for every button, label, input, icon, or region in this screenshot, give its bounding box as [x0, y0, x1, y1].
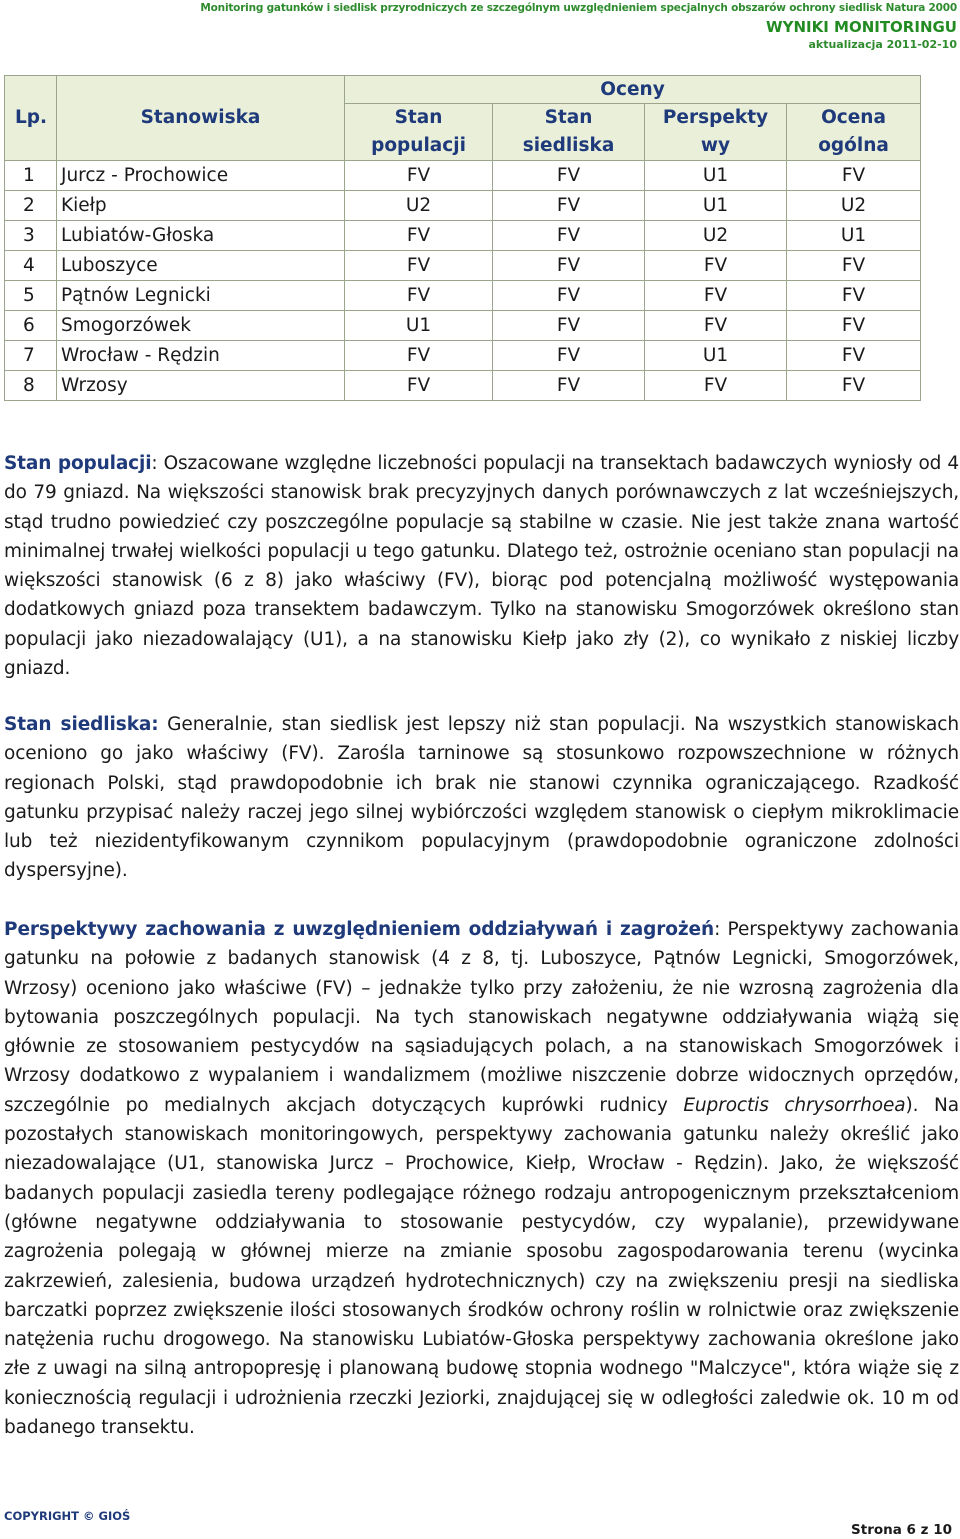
cell-stan-populacji: FV: [345, 371, 493, 401]
copyright-icon: ©: [83, 1509, 95, 1523]
cell-stanowisko: Kiełp: [57, 191, 345, 221]
cell-perspektywy: U1: [645, 161, 787, 191]
label-perspektywy: Perspektywy zachowania z uwzględnieniem oddziaływań i zagrożeń: [4, 919, 715, 940]
cell-perspektywy: FV: [645, 281, 787, 311]
header-stan-populacji: [345, 104, 493, 161]
cell-stan-populacji: FV: [345, 161, 493, 191]
cell-stanowisko: Wrzosy: [57, 371, 345, 401]
ratings-table: [4, 75, 921, 401]
header-ocena-ogolna-line1: Ocena: [821, 107, 886, 128]
header-stan-populacji-line1: Stan: [394, 107, 443, 128]
header-stan-populacji-line2: populacji: [371, 135, 466, 156]
header-perspektywy: [645, 104, 787, 161]
cell-perspektywy: U1: [645, 191, 787, 221]
header-ocena-ogolna-line2: ogólna: [818, 135, 889, 156]
cell-stan-siedliska: FV: [493, 371, 645, 401]
cell-stanowisko: Luboszyce: [57, 251, 345, 281]
cell-lp: 7: [5, 341, 57, 371]
cell-lp: 8: [5, 371, 57, 401]
paragraph-perspektywy: [4, 915, 959, 1442]
cell-stanowisko: Lubiatów-Głoska: [57, 221, 345, 251]
cell-perspektywy: FV: [645, 371, 787, 401]
header-update-date: aktualizacja 2011-02-10: [808, 38, 957, 51]
cell-ocena-ogolna: U2: [787, 191, 921, 221]
cell-ocena-ogolna: FV: [787, 281, 921, 311]
cell-stan-siedliska: FV: [493, 251, 645, 281]
copyright-label: COPYRIGHT: [4, 1509, 80, 1523]
cell-lp: 3: [5, 221, 57, 251]
cell-perspektywy: FV: [645, 311, 787, 341]
cell-stan-populacji: FV: [345, 341, 493, 371]
cell-stan-siedliska: FV: [493, 281, 645, 311]
table-row: [5, 341, 921, 371]
cell-ocena-ogolna: FV: [787, 371, 921, 401]
text-stan-populacji: : Oszacowane względne liczebności populacji na transektach badawczych wyniosły od 4 do 79 gniazd. Na większości stanowisk brak precyzyjnych danych porównawczych z lat wcześniejszych, stąd trudno powiedzieć czy poszczególne populacje są stabilne w czasie. Nie jest także znana wartość minimalnej trwałej wielkości populacji u tego gatunku. Dlatego też, ostrożnie oceniano stan populacji na większości stanowisk (6 z 8) jako właściwy (FV), biorąc pod potencjalną możliwość występowania dodatkowych gniazd poza transektem badawczym. Tylko na stanowisku Smogorzówek określono stan populacji jako niezadowalający (U1), a na stanowisku Kiełp jako zły (2), co wynikało z niskiej liczby gniazd.: [4, 453, 959, 680]
header-project-title: Monitoring gatunków i siedlisk przyrodniczych ze szczególnym uwzględnieniem specjalnych obszarów ochrony siedlisk Natura 2000: [200, 2, 957, 14]
cell-ocena-ogolna: FV: [787, 251, 921, 281]
cell-perspektywy: U2: [645, 221, 787, 251]
cell-lp: 1: [5, 161, 57, 191]
cell-stan-populacji: FV: [345, 251, 493, 281]
cell-stanowisko: Pątnów Legnicki: [57, 281, 345, 311]
table-row: [5, 311, 921, 341]
header-stan-siedliska: Stan siedliska: [493, 104, 645, 161]
page-number: Strona 6 z 10: [851, 1522, 952, 1538]
header-section-title: WYNIKI MONITORINGU: [766, 18, 957, 36]
cell-lp: 5: [5, 281, 57, 311]
cell-stan-siedliska: FV: [493, 191, 645, 221]
cell-ocena-ogolna: FV: [787, 341, 921, 371]
header-lp: Lp.: [5, 76, 57, 161]
text-perspektywy-part2: ). Na pozostałych stanowiskach monitoringowych, perspektywy zachowania gatunku należy określić jako niezadowalające (U1, stanowiska Jurcz – Prochowice, Kiełp, Wrocław - Rędzin). Jako, że większość badanych populacji zasiedla tereny podlegające różnego rodzaju antropogenicznym przekształceniom (główne negatywne oddziaływania to stosowanie pestycydów, czy wypalanie), przewidywane zagrożenia polegają w głównej mierze na zmianie sposobu zagospodarowania terenu (wycinka zakrzewień, zalesienia, budowa urządzeń hydrotechnicznych) czy na zwiększeniu presji na siedliska barczatki poprzez zwiększenie ilości stosowanych środków ochrony roślin w rolnictwie oraz zwiększenie natężenia ruchu drogowego. Na stanowisku Lubiatów-Głoska perspektywy zachowania określone jako złe z uwagi na silną antropopresję i planowaną budowę stopnia wodnego "Malczyce", która wiąże się z koniecznością regulacji i udrożnienia rzeczki Jeziorki, znajdującej się w odległości zaledwie ok. 10 m od badanego transektu.: [4, 1094, 959, 1439]
table-row: [5, 221, 921, 251]
cell-stanowisko: Jurcz - Prochowice: [57, 161, 345, 191]
cell-stan-populacji: FV: [345, 221, 493, 251]
header-perspektywy-line1: Perspekty: [662, 107, 769, 128]
header-perspektywy-line2: wy: [700, 135, 731, 156]
paragraph-stan-siedliska: [4, 710, 959, 886]
text-stan-siedliska: Generalnie, stan siedlisk jest lepszy niż stan populacji. Na wszystkich stanowiskach oceniono go jako właściwy (FV). Zarośla tarninowe są stosunkowo rozpowszechnione w różnych regionach Polski, stąd prawdopodobnie ich brak nie stanowi czynnika ograniczającego. Rzadkość gatunku przypisać należy raczej jego silnej wybiórczości względem stanowisk o ciepłym mikroklimacie lub też niezidentyfikowanym czynnikom populacyjnym (prawdopodobnie ograniczone zdolności dyspersyjne).: [4, 714, 959, 882]
table-row: [5, 281, 921, 311]
label-stan-siedliska: Stan siedliska:: [4, 714, 159, 735]
cell-stan-populacji: U2: [345, 191, 493, 221]
table-row: [5, 251, 921, 281]
cell-lp: 2: [5, 191, 57, 221]
cell-stan-siedliska: FV: [493, 221, 645, 251]
paragraph-stan-populacji: [4, 449, 959, 683]
cell-stan-siedliska: FV: [493, 311, 645, 341]
label-stan-populacji: Stan populacji: [4, 453, 152, 474]
cell-stan-siedliska: FV: [493, 341, 645, 371]
table-row: [5, 191, 921, 221]
table-row: [5, 371, 921, 401]
cell-ocena-ogolna: FV: [787, 311, 921, 341]
cell-ocena-ogolna: U1: [787, 221, 921, 251]
cell-perspektywy: U1: [645, 341, 787, 371]
cell-lp: 4: [5, 251, 57, 281]
cell-stanowisko: Smogorzówek: [57, 311, 345, 341]
species-name: Euproctis chrysorrhoea: [683, 1094, 906, 1116]
copyright-org: GIOŚ: [98, 1509, 131, 1523]
text-perspektywy-part1: : Perspektywy zachowania gatunku na połowie z badanych stanowisk (4 z 8, tj. Luboszyce, Pątnów Legnicki, Smogorzówek, Wrzosy) oceniono jako właściwe (FV) – jednakże tylko przy założeniu, że nie wzrosną zagrożenia dla bytowania poszczególnych populacji. Na tych stanowiskach negatywne oddziaływania wiążą się głównie ze stosowaniem pestycydów na sąsiadujących polach, a na stanowiskach Smogorzówek i Wrzosy dodatkowo z wypalaniem i wandalizmem (możliwe niszczenie dobrze widocznych oprzędów, szczególnie po medialnych akcjach dotyczących kuprówki rudnicy: [4, 919, 959, 1116]
table-row: [5, 161, 921, 191]
cell-stan-siedliska: FV: [493, 161, 645, 191]
header-oceny: Oceny: [345, 76, 921, 104]
header-stanowiska: Stanowiska: [57, 76, 345, 161]
cell-stan-populacji: U1: [345, 311, 493, 341]
header-ocena-ogolna: [787, 104, 921, 161]
cell-stan-populacji: FV: [345, 281, 493, 311]
cell-perspektywy: FV: [645, 251, 787, 281]
cell-stanowisko: Wrocław - Rędzin: [57, 341, 345, 371]
cell-ocena-ogolna: FV: [787, 161, 921, 191]
cell-lp: 6: [5, 311, 57, 341]
footer-copyright: [4, 1509, 130, 1523]
